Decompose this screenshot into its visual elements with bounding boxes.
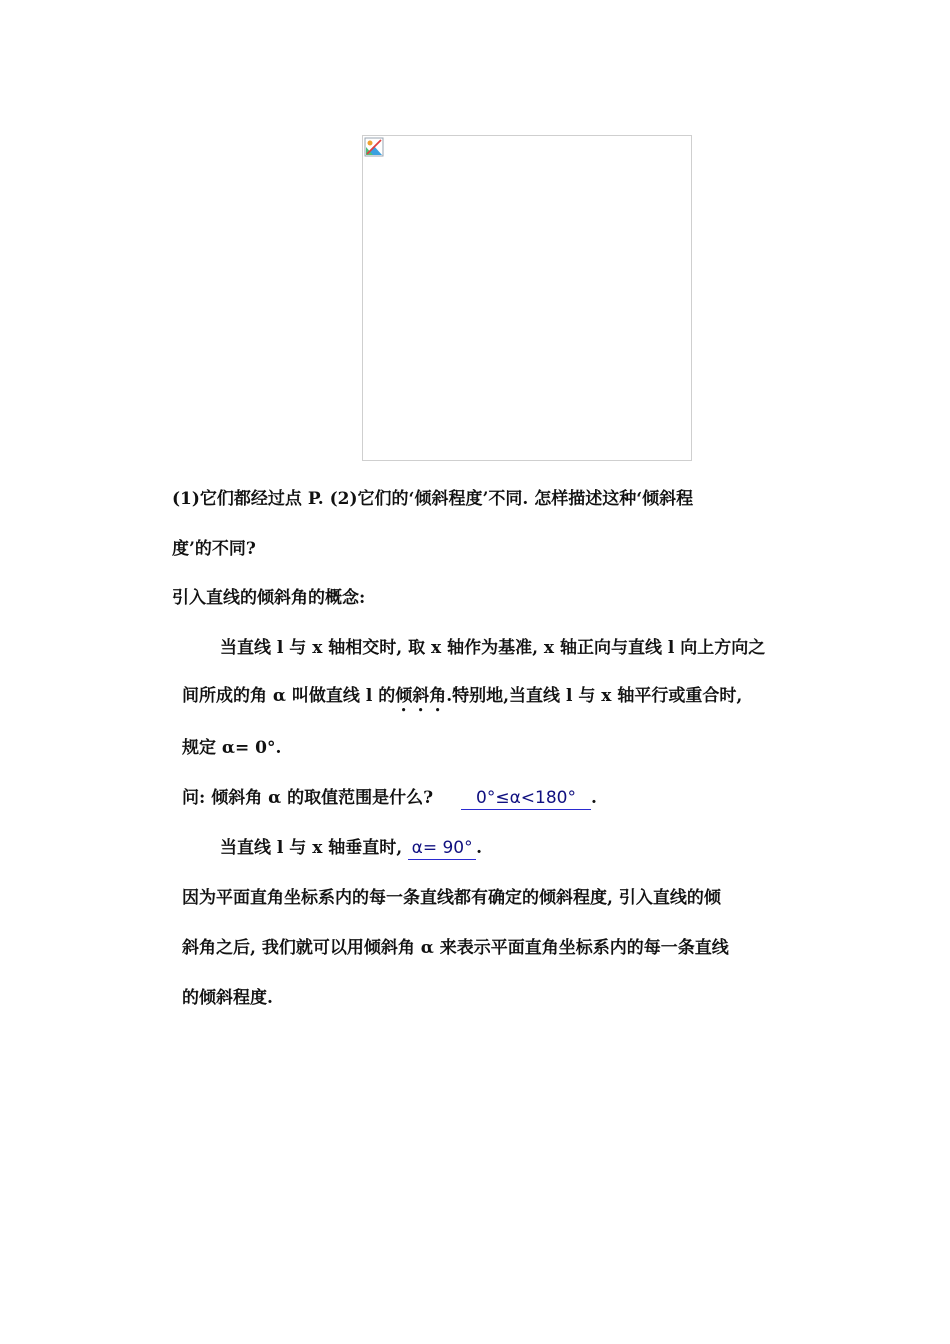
- vertical-answer: α= 90°: [408, 837, 476, 860]
- definition-line-3: 规定 α= 0°.: [182, 738, 282, 758]
- paragraph-1-line-2: 度’的不同?: [172, 539, 256, 559]
- definition-line-2: [182, 685, 742, 716]
- vertical-case-line: [220, 837, 482, 860]
- range-answer: 0°≤α<180°: [461, 787, 591, 810]
- paragraph-1-line-1: (1)它们都经过点 P. (2)它们的‘倾斜程度’不同. 怎样描述这种‘倾斜程: [172, 489, 694, 509]
- broken-image-icon: [364, 137, 384, 157]
- intro-heading: 引入直线的倾斜角的概念:: [172, 588, 366, 608]
- question-line: [182, 787, 597, 810]
- question-end: .: [591, 788, 597, 808]
- figure-placeholder: [362, 135, 692, 461]
- definition-line-1: 当直线 l 与 x 轴相交时, 取 x 轴作为基准, x 轴正向与直线 l 向上方向之: [220, 638, 766, 658]
- conclusion-line-3: 的倾斜程度.: [182, 988, 273, 1008]
- vertical-case-end: .: [476, 838, 483, 858]
- term-inclination-angle: 倾斜角: [395, 686, 447, 706]
- conclusion-line-1: 因为平面直角坐标系内的每一条直线都有确定的倾斜程度, 引入直线的倾: [182, 888, 721, 908]
- question-text: 问: 倾斜角 α 的取值范围是什么?: [182, 788, 434, 808]
- conclusion-line-2: 斜角之后, 我们就可以用倾斜角 α 来表示平面直角坐标系内的每一条直线: [182, 938, 729, 958]
- vertical-case-text: 当直线 l 与 x 轴垂直时,: [220, 838, 409, 858]
- definition-line-2-post: .特别地,当直线 l 与 x 轴平行或重合时,: [446, 686, 743, 706]
- definition-line-2-pre: 间所成的角 α 叫做直线 l 的: [182, 686, 396, 706]
